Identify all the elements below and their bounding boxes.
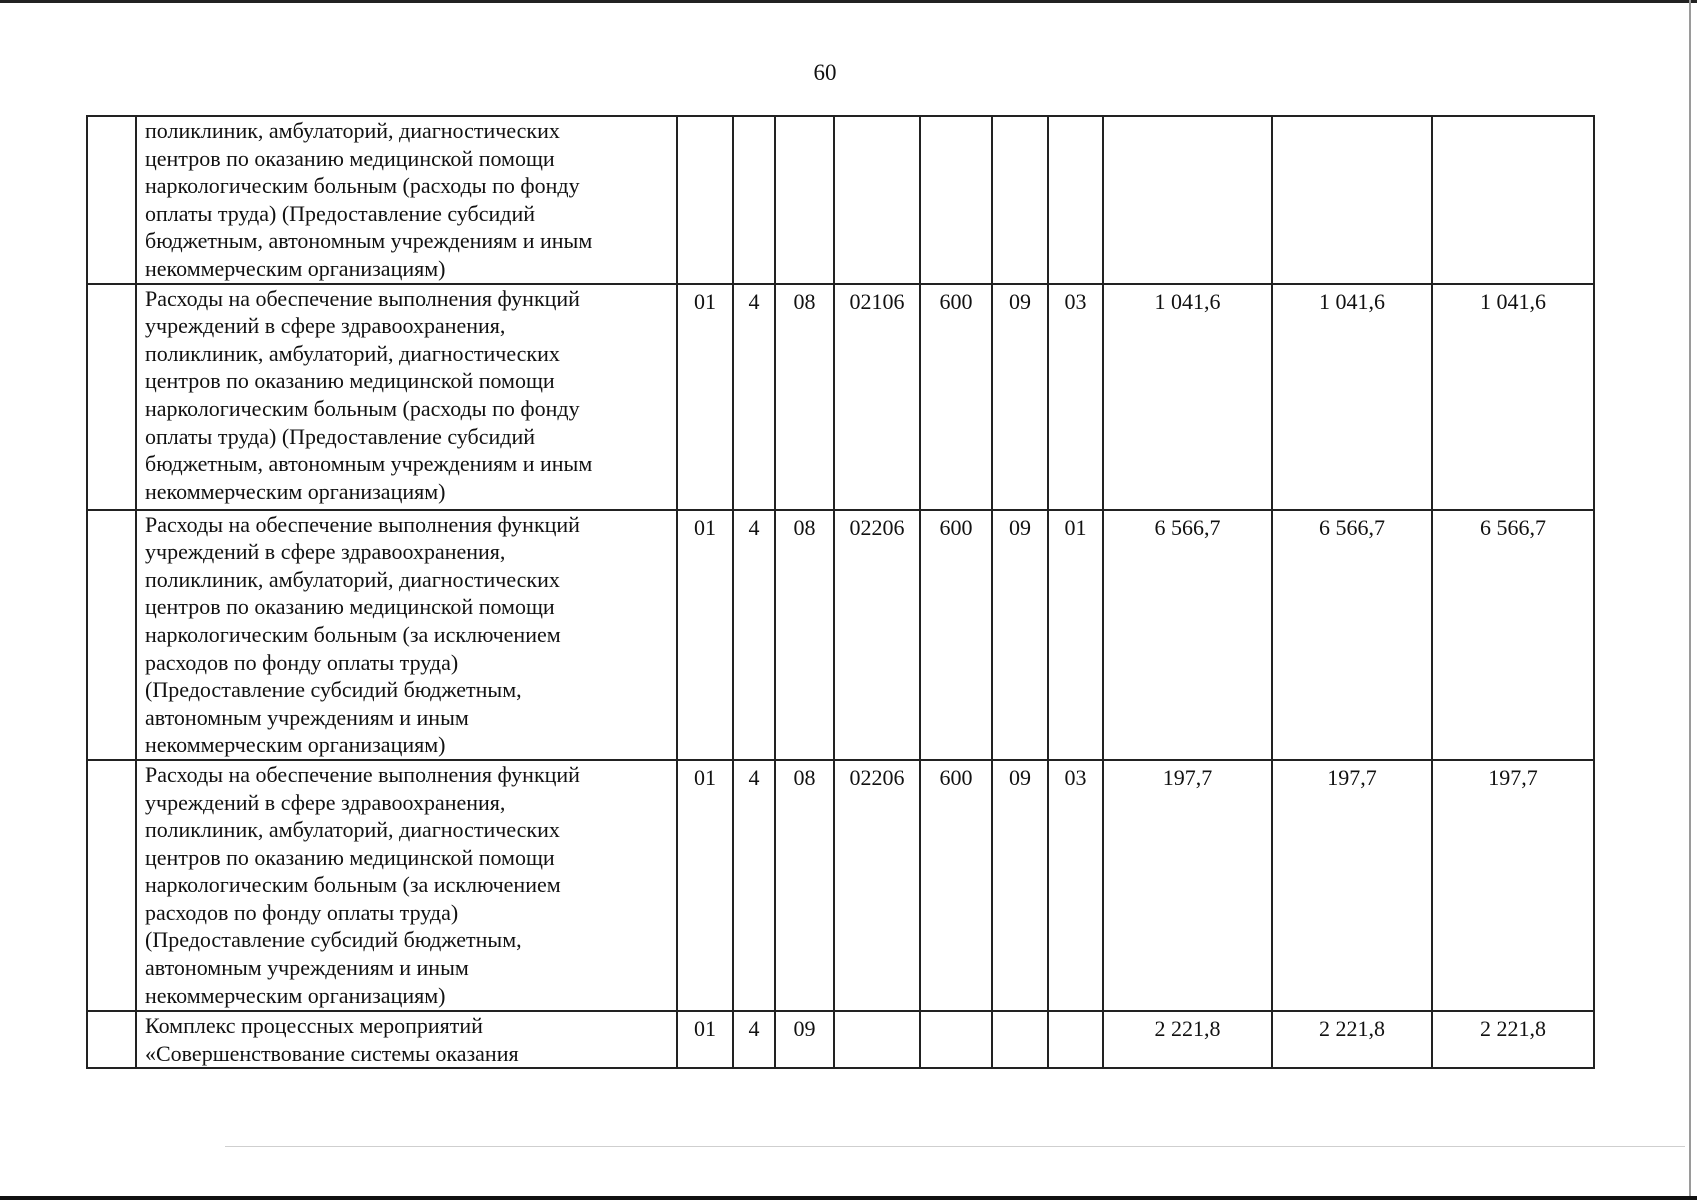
code-cell-5 [920, 1011, 992, 1068]
expense-name-text: Комплекс процессных мероприятий «Совершенствование системы оказания [145, 1012, 519, 1066]
code-cell-1: 01 [677, 284, 733, 510]
amount-cell-2: 197,7 [1272, 760, 1432, 1011]
expense-name-text: Расходы на обеспечение выполнения функций учреждений в сфере здравоохранения, поликлиник, амбулаторий, диагностических центров по оказанию медицинской помощи наркологическим больным (за исключением расходов по фонду оплаты труда) (Предоставление субсидий бюджетным, автономным учреждениям и иным некоммерческим организациям) [145, 761, 580, 1008]
code-cell-6 [992, 116, 1048, 284]
code-cell-2: 4 [733, 284, 775, 510]
code-cell-5: 600 [920, 760, 992, 1011]
amount-cell-1: 197,7 [1103, 760, 1272, 1011]
expense-name-cell [136, 760, 677, 1011]
row-number-cell [87, 1011, 136, 1068]
code-cell-7 [1048, 116, 1103, 284]
code-cell-6: 09 [992, 284, 1048, 510]
row-number-cell [87, 284, 136, 510]
code-cell-3: 08 [775, 284, 834, 510]
amount-cell-2: 1 041,6 [1272, 284, 1432, 510]
code-cell-3: 09 [775, 1011, 834, 1068]
code-cell-6 [992, 1011, 1048, 1068]
scan-faint-rule [225, 1146, 1685, 1147]
amount-cell-1 [1103, 116, 1272, 284]
code-cell-1: 01 [677, 1011, 733, 1068]
scan-bottom-edge [0, 1196, 1697, 1200]
code-cell-5: 600 [920, 510, 992, 760]
amount-cell-3: 197,7 [1432, 760, 1594, 1011]
scan-right-edge [1689, 0, 1691, 1196]
code-cell-7: 03 [1048, 760, 1103, 1011]
code-cell-7 [1048, 1011, 1103, 1068]
amount-cell-3: 2 221,8 [1432, 1011, 1594, 1068]
amount-cell-3 [1432, 116, 1594, 284]
budget-table-body [87, 116, 1594, 1068]
expense-name-cell [136, 510, 677, 760]
code-cell-5 [920, 116, 992, 284]
expense-name-text: Расходы на обеспечение выполнения функций учреждений в сфере здравоохранения, поликлиник, амбулаторий, диагностических центров по оказанию медицинской помощи наркологическим больным (за исключением расходов по фонду оплаты труда) (Предоставление субсидий бюджетным, автономным учреждениям и иным некоммерческим организациям) [145, 511, 580, 758]
row-number-cell [87, 510, 136, 760]
code-cell-4 [834, 1011, 920, 1068]
code-cell-5: 600 [920, 284, 992, 510]
amount-cell-1: 6 566,7 [1103, 510, 1272, 760]
amount-cell-2: 2 221,8 [1272, 1011, 1432, 1068]
code-cell-3 [775, 116, 834, 284]
row-number-cell [87, 760, 136, 1011]
expense-name-text: Расходы на обеспечение выполнения функций учреждений в сфере здравоохранения, поликлиник, амбулаторий, диагностических центров по оказанию медицинской помощи наркологическим больным (расходы по фонду оплаты труда) (Предоставление субсидий бюджетным, автономным учреждениям и иным некоммерческим организациям) [145, 285, 593, 504]
expense-name-cell [136, 1011, 677, 1068]
amount-cell-2 [1272, 116, 1432, 284]
table-row [87, 760, 1594, 1011]
code-cell-2: 4 [733, 760, 775, 1011]
amount-cell-3: 6 566,7 [1432, 510, 1594, 760]
table-row [87, 510, 1594, 760]
amount-cell-3: 1 041,6 [1432, 284, 1594, 510]
code-cell-2: 4 [733, 1011, 775, 1068]
row-number-cell [87, 116, 136, 284]
table-row [87, 116, 1594, 284]
table-row [87, 1011, 1594, 1068]
code-cell-6: 09 [992, 510, 1048, 760]
code-cell-1 [677, 116, 733, 284]
code-cell-1: 01 [677, 510, 733, 760]
code-cell-2: 4 [733, 510, 775, 760]
expense-name-cell [136, 116, 677, 284]
table-row [87, 284, 1594, 510]
amount-cell-2: 6 566,7 [1272, 510, 1432, 760]
code-cell-7: 01 [1048, 510, 1103, 760]
page-number: 60 [813, 60, 837, 85]
code-cell-2 [733, 116, 775, 284]
code-cell-7: 03 [1048, 284, 1103, 510]
budget-table [86, 115, 1595, 1069]
expense-name-text: поликлиник, амбулаторий, диагностических центров по оказанию медицинской помощи наркологическим больным (расходы по фонду оплаты труда) (Предоставление субсидий бюджетным, автономным учреждениям и иным некоммерческим организациям) [145, 118, 593, 281]
code-cell-3: 08 [775, 760, 834, 1011]
code-cell-4: 02206 [834, 510, 920, 760]
code-cell-4 [834, 116, 920, 284]
amount-cell-1: 2 221,8 [1103, 1011, 1272, 1068]
amount-cell-1: 1 041,6 [1103, 284, 1272, 510]
code-cell-3: 08 [775, 510, 834, 760]
code-cell-4: 02206 [834, 760, 920, 1011]
scan-top-edge [0, 0, 1697, 3]
code-cell-1: 01 [677, 760, 733, 1011]
code-cell-4: 02106 [834, 284, 920, 510]
expense-name-cell [136, 284, 677, 510]
code-cell-6: 09 [992, 760, 1048, 1011]
